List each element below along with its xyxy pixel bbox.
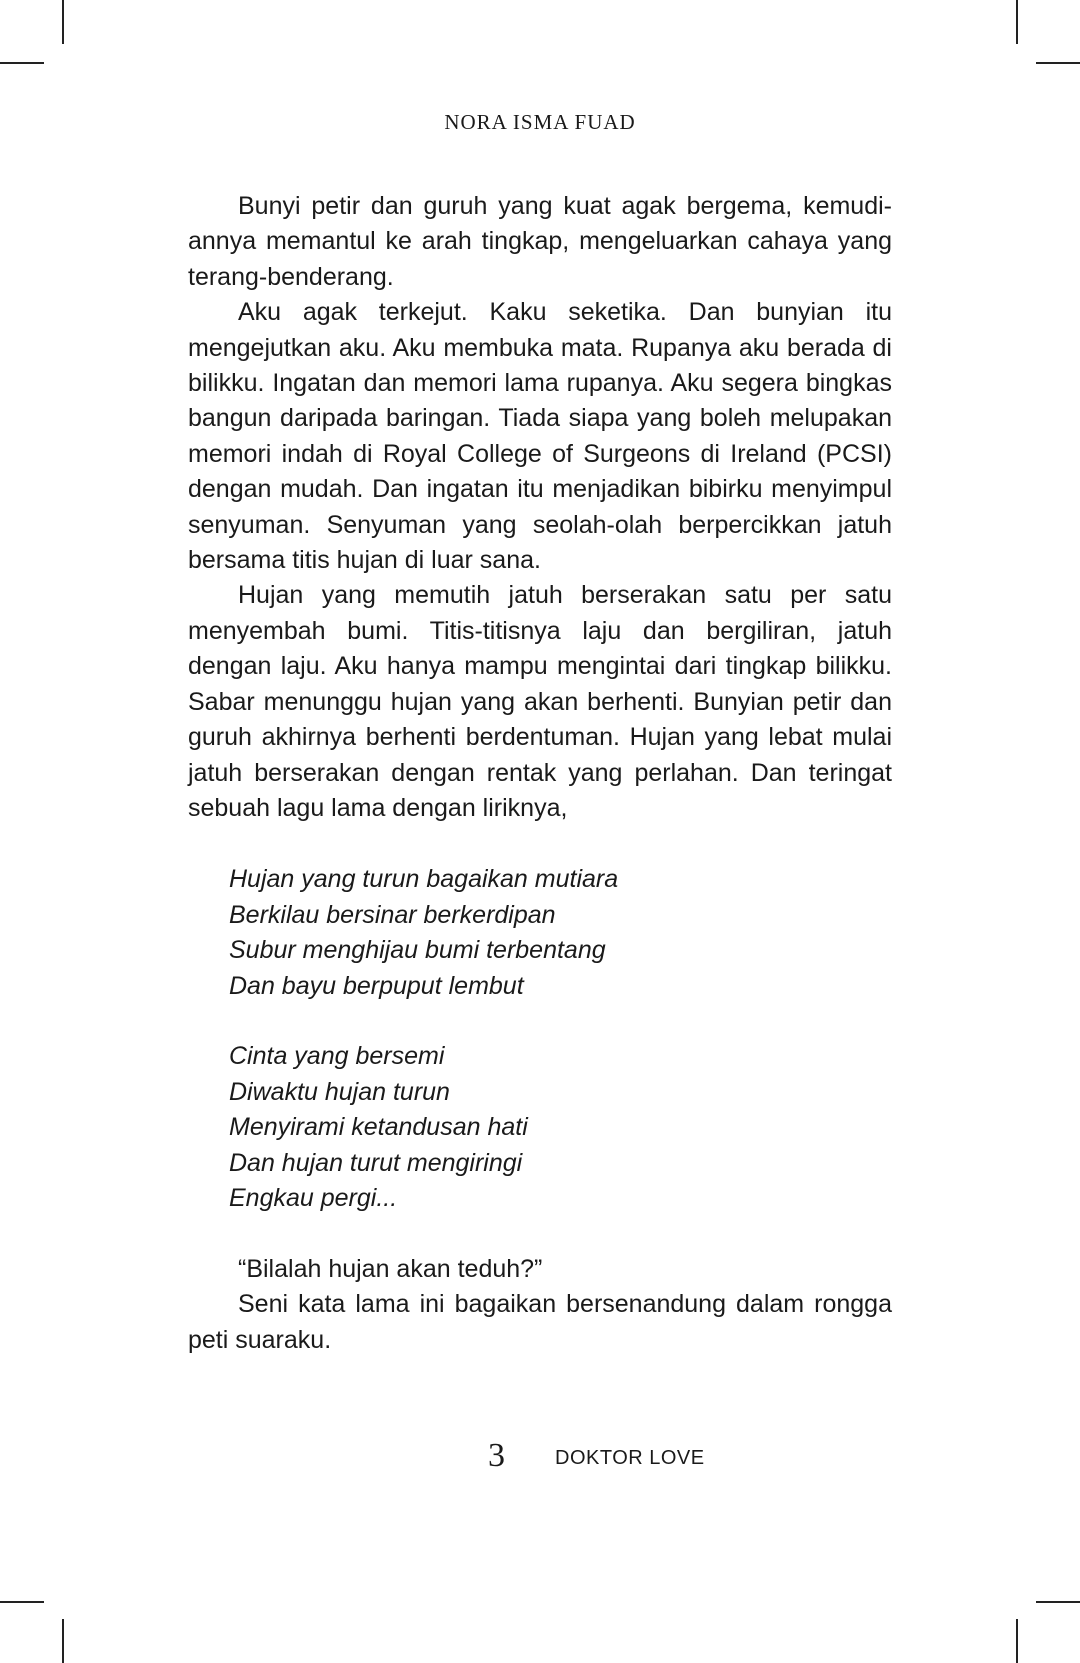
- dialogue-line: “Bilalah hujan akan teduh?”: [238, 1254, 543, 1283]
- crop-mark-top-left-vertical: [62, 0, 64, 44]
- crop-mark-top-right-vertical: [1016, 0, 1018, 44]
- paragraph: Aku agak terkejut. Kaku seketika. Dan bunyian itu mengejutkan aku. Aku membuka mata. Rupanya aku berada di bilikku. Ingatan dan memori lama rupanya. Aku segera bingkas bangun daripada baringan. Tiada siapa yang boleh melupakan memori indah di Royal College of Surgeons di Ireland (PCSI) dengan mudah. Dan ingatan itu menjadikan bibirku menyimpul senyuman. Senyuman yang seolah-olah berpercikkan jatuh bersama titis hujan di luar sana.: [188, 298, 892, 575]
- lyrics-stanza: [229, 862, 892, 1004]
- crop-mark-bottom-right-vertical: [1016, 1619, 1018, 1663]
- crop-mark-bottom-left-horizontal: [0, 1601, 44, 1603]
- paragraph: Seni kata lama ini bagaikan bersenandung dalam rongga peti suaraku.: [188, 1290, 892, 1354]
- lyric-line: Engkau pergi...: [229, 1183, 398, 1212]
- lyric-line: Dan bayu berpuput lembut: [229, 971, 524, 1000]
- lyric-line: Dan hujan turut mengiringi: [229, 1148, 523, 1177]
- song-lyrics: [229, 862, 892, 1216]
- page-body: [188, 189, 892, 1358]
- running-head-author: NORA ISMA FUAD: [444, 110, 636, 134]
- page-footer: [0, 1437, 1080, 1477]
- lyric-line: Cinta yang bersemi: [229, 1042, 445, 1071]
- crop-mark-bottom-left-vertical: [62, 1619, 64, 1663]
- lyric-line: Hujan yang turun bagaikan mutiara: [229, 865, 619, 894]
- lyric-line: Berkilau bersinar berkerdipan: [229, 900, 556, 929]
- paragraph: Hujan yang memutih jatuh berserakan satu per satu menyembah bumi. Titis-titisnya laju dan bergiliran, jatuh dengan laju. Aku hanya mampu mengintai dari tingkap bilikku. Sabar menunggu hujan yang akan berhenti. Bunyian petir dan guruh akhirnya berhenti berdentuman. Hujan yang lebat mulai jatuh berserakan dengan rentak yang perlahan. Dan teringat sebuah lagu lama dengan liriknya,: [188, 581, 892, 822]
- crop-mark-top-right-horizontal: [1036, 62, 1080, 64]
- lyrics-stanza: [229, 1039, 892, 1216]
- page-number: 3: [488, 1437, 505, 1474]
- lyric-line: Subur menghijau bumi terbentang: [229, 936, 606, 965]
- paragraph: Bunyi petir dan guruh yang kuat agak bergema, kemudi-annya memantul ke arah tingkap, mengeluarkan cahaya yang terang-benderang.: [188, 192, 892, 291]
- lyric-line: Menyirami ketandusan hati: [229, 1113, 528, 1142]
- crop-mark-top-left-horizontal: [0, 62, 44, 64]
- crop-mark-bottom-right-horizontal: [1036, 1601, 1080, 1603]
- lyric-line: Diwaktu hujan turun: [229, 1077, 450, 1106]
- footer-book-title: DOKTOR LOVE: [555, 1447, 705, 1469]
